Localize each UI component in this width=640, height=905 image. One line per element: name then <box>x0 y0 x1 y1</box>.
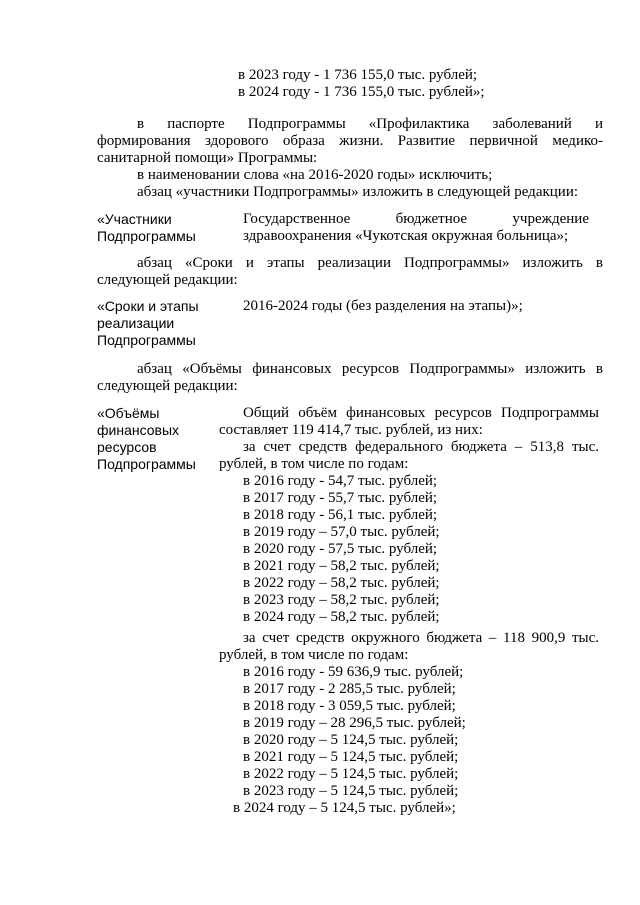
paragraph-line: в наименовании слова «на 2016-2020 годы» исключить; <box>137 167 493 183</box>
district-year: в 2019 году – 28 296,5 тыс. рублей; <box>243 715 466 731</box>
federal-year: в 2016 году - 54,7 тыс. рублей; <box>243 473 438 489</box>
year-line: в 2024 году - 1 736 155,0 тыс. рублей»; <box>238 84 485 100</box>
federal-year: в 2018 году - 56,1 тыс. рублей; <box>243 507 438 523</box>
district-year: в 2021 году – 5 124,5 тыс. рублей; <box>243 749 459 765</box>
federal-year: в 2023 году – 58,2 тыс. рублей; <box>243 592 440 608</box>
row-label: «Объёмы <box>97 405 160 421</box>
finance-total-line: составляет 119 414,7 тыс. рублей, из них: <box>219 422 483 438</box>
finance-total-line: Общий объём финансовых ресурсов Подпрограммы <box>243 405 599 421</box>
paragraph-line: абзац «Сроки и этапы реализации Подпрограммы» изложить в <box>137 255 603 271</box>
paragraph-line: следующей редакции: <box>97 272 238 288</box>
federal-intro-line: за счет средств федерального бюджета – 513,8 тыс. <box>243 439 599 455</box>
district-year: в 2016 году - 59 636,9 тыс. рублей; <box>243 664 464 680</box>
row-label: финансовых <box>97 422 180 438</box>
federal-year: в 2021 году – 58,2 тыс. рублей; <box>243 558 440 574</box>
district-year: в 2020 году – 5 124,5 тыс. рублей; <box>243 732 459 748</box>
row-label: ресурсов <box>97 439 157 455</box>
district-year: в 2018 году - 3 059,5 тыс. рублей; <box>243 698 456 714</box>
row-value: Государственное бюджетное учреждение <box>243 211 589 227</box>
federal-year: в 2022 году – 58,2 тыс. рублей; <box>243 575 440 591</box>
row-label: Подпрограммы <box>97 332 196 348</box>
row-label: реализации <box>97 315 175 331</box>
federal-year: в 2019 году – 57,0 тыс. рублей; <box>243 524 440 540</box>
paragraph-line: следующей редакции: <box>97 378 238 394</box>
district-year: в 2022 году – 5 124,5 тыс. рублей; <box>243 766 459 782</box>
paragraph-line: абзац «Объёмы финансовых ресурсов Подпрограммы» изложить в <box>137 361 603 377</box>
row-label: «Сроки и этапы <box>97 298 199 314</box>
row-value: 2016-2024 годы (без разделения на этапы)»; <box>243 298 523 314</box>
row-label: Подпрограммы <box>97 228 196 244</box>
district-intro-line: рублей, в том числе по годам: <box>219 647 409 663</box>
federal-year: в 2024 году – 58,2 тыс. рублей; <box>243 609 440 625</box>
district-year: в 2023 году – 5 124,5 тыс. рублей; <box>243 783 459 799</box>
federal-intro-line: рублей, в том числе по годам: <box>219 456 409 472</box>
district-year: в 2017 году - 2 285,5 тыс. рублей; <box>243 681 456 697</box>
district-intro-line: за счет средств окружного бюджета – 118 900,9 тыс. <box>243 630 599 646</box>
year-line: в 2023 году - 1 736 155,0 тыс. рублей; <box>238 67 478 83</box>
paragraph-line: санитарной помощи» Программы: <box>97 150 318 166</box>
row-label: «Участники <box>97 211 172 227</box>
row-value: здравоохранения «Чукотская окружная больница»; <box>243 228 569 244</box>
federal-year: в 2020 году - 57,5 тыс. рублей; <box>243 541 438 557</box>
district-year: в 2024 году – 5 124,5 тыс. рублей»; <box>233 800 456 816</box>
row-label: Подпрограммы <box>97 456 196 472</box>
federal-year: в 2017 году - 55,7 тыс. рублей; <box>243 490 438 506</box>
paragraph-line: формирования здорового образа жизни. Развитие первичной медико- <box>97 133 603 149</box>
paragraph-line: в паспорте Подпрограммы «Профилактика заболеваний и <box>137 116 603 132</box>
paragraph-line: абзац «участники Подпрограммы» изложить в следующей редакции: <box>137 184 579 200</box>
